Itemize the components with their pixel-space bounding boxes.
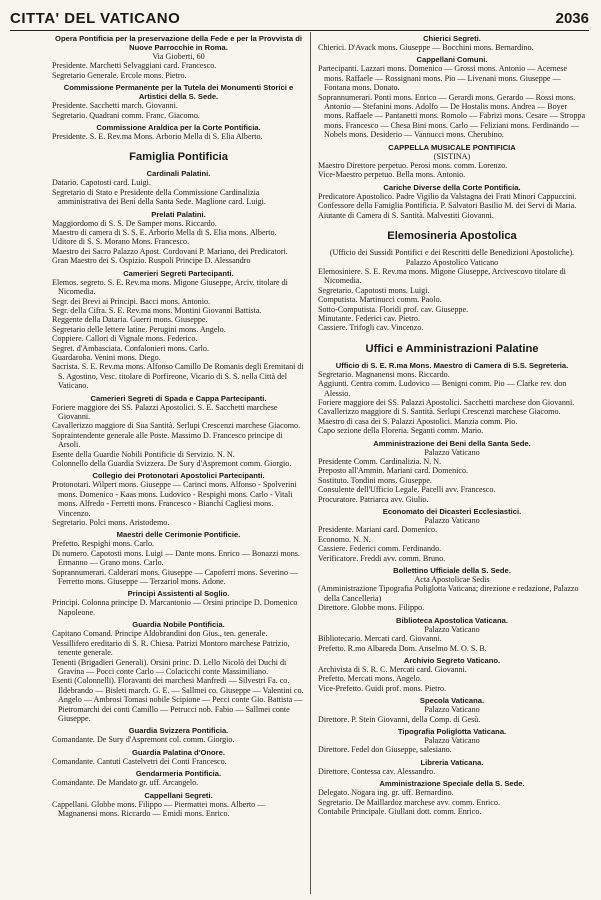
entry-line: Sopraintendente generale alle Poste. Massimo D. Francesco principe di Arsoli. [52, 430, 283, 450]
directory-section [52, 123, 305, 141]
entry-line: Preposto all'Ammin. Mariani card. Domenico. [318, 466, 469, 476]
section-title: Elemosineria Apostolica [387, 230, 517, 243]
entry-line: Segretario. De Maillardoz marchese avv. comm. Enrico. [318, 797, 500, 807]
entry-line: Soprannumerari. Calderari mons. Giuseppe — Capoferri mons. Severino — Ferretto mons. Giuseppe — Terzariol mons. Adone. [52, 567, 299, 587]
entry-line: Sostituto. Tondini mons. Giuseppe. [318, 475, 432, 485]
section-heading: Camerieri Segreti Partecipanti. [123, 268, 234, 278]
directory-section [318, 248, 586, 333]
directory-section [52, 726, 305, 744]
entry-line: Economo. N. N. [318, 534, 371, 544]
entry-line: Direttore. Contessa cav. Alessandro. [318, 766, 436, 776]
section-heading: Cappellani Comuni. [416, 55, 488, 65]
entry-line: Prefetto. R.mo Albareda Dom. Anselmo M. O. S. B. [318, 643, 487, 653]
entry-line: Maestro di camera di S. S. E. Arborio Mella di S. Elia mons. Alberto. [52, 228, 277, 238]
section-heading: Maestri delle Cerimonie Pontificie. [116, 530, 241, 540]
entry-line: Predicatore Apostolico. Padre Vigilio da Valstagna dei Frati Minori Cappuccini. [318, 191, 577, 201]
section-heading: Opera Pontificia per la preservazione della Fede e per la Provvista di Nuove Parrocchie in Roma. [55, 34, 302, 52]
entry-line: Maggiordomo di S. S. De Samper mons. Riccardo. [52, 218, 217, 228]
directory-section [52, 269, 305, 391]
section-heading: Commissione Permanente per la Tutela dei Monumenti Storici e Artistici della S. Sede. [63, 83, 294, 102]
entry-line: Cassiere. Federici comm. Ferdinando. [318, 544, 442, 554]
entry-line: Segretario di Stato e Presidente della Commissione Cardinalizia amministrativa dei Beni della Santa Sede. Maglione card. Luigi. [52, 187, 266, 207]
section-subheading: (Ufficio dei Sussidi Pontifici e dei Rescritti delle Benedizioni Apostoliche). [329, 248, 575, 258]
section-heading: Chierici Segreti. [423, 34, 481, 43]
entry-line: Segretario delle lettere latine. Perugini mons. Angelo. [52, 324, 226, 334]
entry-line: Segr. dei Brevi ai Principi. Bacci mons. Antonio. [52, 296, 211, 306]
entry-line: Colonnello della Guardia Svizzera. De Sury d'Aspremont comm. Giorgio. [52, 459, 292, 468]
entry-line: Capitano Comand. Principe Aldobrandini don Gius., ten. generale. [52, 629, 268, 639]
directory-section [318, 229, 586, 243]
section-heading: Principi Assistenti al Soglio. [127, 589, 230, 599]
section-subheading: Palazzo Vaticano [424, 735, 480, 745]
directory-section [52, 34, 305, 80]
entry-line: Prefetto. Mercati mons. Angelo. [318, 674, 422, 684]
directory-section [318, 183, 586, 220]
directory-section [52, 169, 305, 206]
entry-line: Segretario. Quadrani comm. Franc. Giacomo. [52, 110, 200, 120]
directory-section [318, 55, 586, 139]
entry-line: Guardaroba. Venini mons. Diego. [52, 352, 161, 362]
section-subheading: Acta Apostolicae Sedis [414, 575, 490, 585]
section-heading: Cariche Diverse della Corte Pontificia. [383, 182, 521, 192]
section-subheading: Palazzo Vaticano [424, 624, 480, 634]
directory-section [318, 656, 586, 693]
entry-line: Vice-Prefetto. Guidi prof. mons. Pietro. [318, 683, 447, 693]
section-heading: Guardia Palatina d'Onore. [132, 747, 225, 757]
entry-line: Sacrista. S. E. Rev.ma mons. Alfonso Camillo De Romanis degli Eremitani di S. Agostino, Vesc. titolare di Porfireone, Vicario di S. S. nella Città del Vaticano. [52, 362, 304, 391]
entry-line: Minutante. Federici cav. Pietro. [318, 313, 420, 323]
running-title: CITTA' DEL VATICANO [10, 10, 181, 27]
entry-line: Presidente. Mariani card. Domenico. [318, 525, 438, 535]
entry-line: Foriere maggiore dei SS. Palazzi Apostolici. Sacchetti marchese don Giovanni. [318, 397, 575, 407]
entry-line: Aggiunti. Centra comm. Ludovico — Benigni comm. Pio — Clarke rev. don Alessio. [318, 379, 567, 398]
directory-section [318, 779, 586, 816]
entry-line: Vessillifero ereditario di S. R. Chiesa. Patrizi Montoro marchese Patrizio, tenente generale. [52, 638, 290, 658]
entry-line: Segretario. Capotosti mons. Luigi. [318, 285, 430, 295]
section-heading: Archivio Segreto Vaticano. [403, 655, 501, 665]
entry-line: Consulente dell'Ufficio Legale. Pacelli avv. Francesco. [318, 485, 496, 495]
column-divider [310, 32, 311, 894]
section-subheading: Via Gioberti, 60 [152, 52, 205, 61]
entry-line: Maestro di casa dei S. Palazzi Apostolici. Manzia comm. Pio. [318, 416, 518, 426]
entry-line: Segret. d'Ambasciata. Confalonieri mons. Carlo. [52, 343, 210, 353]
entry-line: Principi. Colonna principe D. Marcantonio — Orsini principe D. Domenico Napoleone. [52, 598, 298, 617]
entry-line: Cavallerizzo maggiore di Sua Santità. Serlupi Crescenzi marchese Giacomo. [52, 421, 301, 431]
entry-line: Presidente. Sacchetti march. Giovanni. [52, 101, 178, 111]
entry-line: Di numero. Capotosti mons. Luigi — Dante mons. Enrico — Bonazzi mons. Ermanno — Grano mons. Carlo. [52, 548, 300, 568]
entry-line: Verificatore. Freddi avv. comm. Bruno. [318, 553, 446, 563]
section-heading: Guardia Nobile Pontificia. [132, 620, 225, 630]
section-heading: Libreria Vaticana. [420, 757, 484, 767]
entry-line: Gran Maestro dei S. Ospizio. Ruspoli Principe D. Alessandro [52, 256, 251, 266]
entry-line: (Amministrazione Tipografia Poliglotta Vaticana; direzione e redazione, Palazzo della Cancelleria) [318, 584, 579, 603]
entry-line: Elemos. segreto. S. E. Rev.ma mons. Migone Giuseppe, Arciv. titolare di Nicomedia. [52, 277, 288, 297]
entry-line: Cassiere. Trifogli cav. Vincenzo. [318, 323, 424, 333]
page-number: 2036 [555, 10, 589, 27]
directory-section [318, 342, 586, 356]
left-column [52, 33, 305, 896]
section-heading: Specola Vaticana. [419, 696, 485, 706]
entry-line: Bibliotecario. Mercati card. Giovanni. [318, 634, 442, 644]
section-heading: Amministrazione dei Beni della Santa Sede. [373, 438, 531, 448]
entry-line: Computista. Martinucci comm. Paolo. [318, 295, 442, 305]
section-heading: CAPPELLA MUSICALE PONTIFICIA [388, 142, 516, 152]
entry-line: Cavallerizzo maggiore di S. Santità. Serlupi Crescenzi marchese Giacomo. [318, 407, 561, 417]
section-heading: Camerieri Segreti di Spada e Cappa Partecipanti. [90, 393, 267, 403]
entry-line: Direttore. P. Stein Giovanni, della Comp. di Gesù. [318, 714, 481, 724]
entry-line: Prefetto. Respighi mons. Carlo. [52, 539, 155, 549]
directory-section [318, 34, 586, 52]
directory-section [52, 83, 305, 120]
entry-line: Soprannumerari. Ponti mons. Enrico — Gerardi mons. Gerardo — Rossi mons. Antonio — Stefanini mons. Adolfo — De Hostalis mons. Andrea — Boyer mons. Raffaele — Pantanetti mons. Romolo — Fabrizi mons. Cesare — Stroppa mons. Francesco — Chesa Bini mons. Carlo — Feliziani mons. Ferdinando — Nobels mons. Desiderio — Vannucci mons. Cherubino. [318, 92, 586, 140]
entry-line: Vice-Maestro perpetuo. Bella mons. Antonio. [318, 170, 466, 180]
directory-section [318, 361, 586, 436]
section-heading: Ufficio di S. E. R.ma Mons. Maestro di Camera di S.S. Segreteria. [335, 360, 569, 370]
section-heading: Gendarmeria Pontificia. [135, 769, 222, 779]
directory-section [52, 589, 305, 617]
directory-section [52, 210, 305, 266]
entry-line: Contabile Principale. Giullani dott. comm. Enrico. [318, 806, 482, 816]
entry-line: Maestro dei Sacro Palazzo Apost. Cordovani P. Mariano, dei Predicatori. [52, 246, 288, 256]
directory-section [52, 471, 305, 527]
section-heading: Guardia Svizzera Pontificia. [128, 726, 229, 736]
directory-section [52, 150, 305, 164]
directory-section [318, 566, 586, 613]
section-heading: Economato dei Dicasteri Ecclesiastici. [382, 507, 522, 517]
entry-line: Comandante. De Sury d'Aspremont col. comm. Giorgio. [52, 735, 235, 745]
directory-section [318, 507, 586, 563]
section-heading: Cappellani Segreti. [144, 790, 213, 800]
section-heading: Bollettino Ufficiale della S. Sede. [393, 566, 511, 576]
section-heading: Biblioteca Apostolica Vaticana. [396, 615, 508, 625]
entry-line: Comandante. Cantuti Castelvetri dei Conti Francesco. [52, 756, 227, 766]
entry-line: Tenenti (Brigadieri Generali). Orsini princ. D. Lello Nicolò dei Duchi di Gravina — Pocci conte Carlo — Colacicchi conte Massimiliano. [52, 657, 287, 676]
entry-line: Datario. Capotosti card. Luigi. [52, 178, 151, 188]
entry-line: Elemosiniere. S. E. Rev.ma mons. Migone Giuseppe, Arcivescovo titolare di Nicomedia. [318, 266, 566, 286]
entry-line: Reggente della Dataria. Guerri mons. Giuseppe. [52, 315, 208, 325]
directory-section [318, 727, 586, 755]
entry-line: Esenti (Colonnelli). Floravanti dei marchesi Manfredi — Silvestri Fa. co. Ildebrando — Bisleti march. G. E. — Sallmei co. Giuseppe — Valentini co. Angelo — Ambrosi Tomasi nobile Scipione — Pecci conte Gio. Battista — Pietromarchi dei conti Camillo — Petrucci nob. Fabio — Sallmei conte Giuseppe. [52, 676, 304, 723]
section-subheading: (SISTINA) [433, 151, 471, 161]
directory-section [318, 616, 586, 653]
entry-line: Chierici. D'Avack mons. Giuseppe — Bocchini mons. Bernardino. [318, 43, 534, 52]
entry-line: Segretario Generale. Ercole mons. Pietro. [52, 70, 187, 80]
section-heading: Collegio dei Protonotari Apostolici Partecipanti. [92, 471, 265, 481]
directory-section [318, 143, 586, 180]
directory-section [52, 748, 305, 766]
entry-line: Presidente. Marchetti Selvaggiani card. Francesco. [52, 61, 217, 71]
entry-line: Segr. della Cifra. S. E. Rev.ma mons. Montini Giovanni Battista. [52, 305, 262, 315]
entry-line: Cappellani. Globbe mons. Filippo — Piermattei mons. Alberto — Magnanensi mons. Riccardo — Emidi mons. Enrico. [52, 799, 266, 818]
right-column [318, 33, 586, 896]
entry-line: Protonotari. Wilpert mons. Giuseppe — Carinci mons. Alfonso - Spolverini mons. Domenico - Kaas mons. Ludovico - Respighi mons. Carlo - Vitali mons. Alfredo - Ferretti mons. Francesco - Bianchi Cagliesi mons. Vincenzo. [52, 480, 297, 518]
entry-line: Capo sezione della Floreria. Seganti comm. Mario. [318, 426, 484, 436]
page-header [10, 8, 589, 31]
section-heading: Amministrazione Speciale della S. Sede. [379, 779, 525, 789]
section-heading: Commissione Araldica per la Corte Pontificia. [96, 123, 261, 133]
section-title: Famiglia Pontificia [129, 151, 228, 164]
section-heading: Cardinali Palatini. [146, 169, 211, 179]
entry-line: Segretario. Magnanensi mons. Riccardo. [318, 369, 450, 379]
directory-section [52, 394, 305, 469]
directory-section [52, 769, 305, 787]
section-subheading: Palazzo Vaticano [424, 516, 480, 526]
entry-line: Esente della Guardie Nobili Pontificie di Servizio. N. N. [52, 449, 235, 459]
entry-line: Procuratore. Patriarca avv. Giulio. [318, 494, 429, 504]
entry-line: Aiutante di Camera di S. Santità. Malvestiti Giovanni. [318, 210, 494, 220]
directory-section [318, 758, 586, 776]
entry-line: Direttore. Globbe mons. Filippo. [318, 603, 425, 613]
entry-line: Presidente Comm. Cardinalizia. N. N. [318, 457, 442, 466]
section-subheading: Palazzo Apostolico Vaticano [405, 257, 499, 267]
directory-section [52, 791, 305, 819]
entry-line: Presidente. S. E. Rev.ma Mons. Arborio Mella di S. Elia Alberto. [52, 132, 263, 142]
entry-line: Comandante. De Mandato gr. uff. Arcangelo. [52, 778, 199, 788]
directory-section [318, 439, 586, 504]
entry-line: Partecipanti. Lazzari mons. Domenico — Grossi mons. Antonio — Acernese mons. Raffaele — Rossignani mons. Pio — Livenani mons. Giuseppe — Fontana mons. Donato. [318, 64, 568, 93]
entry-line: Segretario. Polci mons. Aristodemo. [52, 518, 170, 528]
entry-line: Archivista di S. R. C. Mercati card. Giovanni. [318, 664, 467, 674]
section-heading: Tipografia Poliglotta Vaticana. [397, 726, 507, 736]
directory-section [318, 696, 586, 724]
entry-line: Confessore della Famiglia Pontificia. P. Salvatori Basilio M. dei Servi di Maria. [318, 201, 577, 211]
section-title: Uffici e Amministrazioni Palatine [365, 342, 539, 355]
entry-line: Foriere maggiore dei SS. Palazzi Apostolici. S. E. Sacchetti marchese Giovanni. [52, 402, 278, 421]
directory-section [52, 530, 305, 586]
entry-line: Coppiere. Callori di Vignale mons. Federico. [52, 334, 198, 344]
directory-section [52, 620, 305, 723]
entry-line: Delegato. Nogara ing. gr. uff. Bernardino. [318, 788, 454, 798]
entry-line: Sotto-Computista. Floridi prof. cav. Giuseppe. [318, 304, 469, 314]
section-subheading: Palazzo Vaticano [424, 447, 480, 457]
section-heading: Prelati Palatini. [151, 209, 206, 219]
entry-line: Direttore. Fedel don Giuseppe, salesiano. [318, 745, 452, 755]
section-subheading: Palazzo Vaticano [424, 705, 480, 715]
entry-line: Uditore di S. S. Morano Mons. Francesco. [52, 237, 190, 247]
entry-line: Maestro Direttore perpetuo. Perosi mons. comm. Lorenzo. [318, 161, 508, 171]
